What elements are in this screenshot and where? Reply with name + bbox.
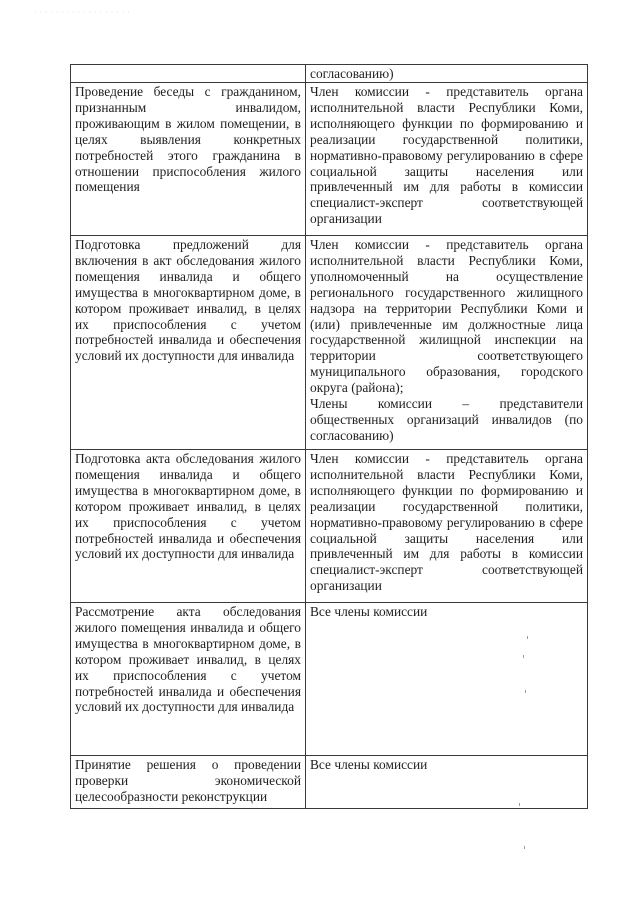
- responsible-cell: [306, 65, 588, 83]
- activity-cell: [71, 450, 306, 603]
- table-row: [71, 65, 588, 83]
- table-row: [71, 603, 588, 756]
- activity-cell: [71, 603, 306, 756]
- responsible-cell: [306, 236, 588, 450]
- scan-artifact: · · · · · · · · · · · · · · · · · ·: [34, 10, 131, 16]
- responsible-cell: [306, 603, 588, 756]
- responsible-extra-text: Члены комиссии – представители общественных организаций инвалидов (по согласованию): [310, 396, 583, 443]
- scan-speck: [524, 846, 525, 849]
- scan-speck: [523, 655, 524, 658]
- activity-text: Рассмотрение акта обследования жилого помещения инвалида и общего имущества в многоквартирном доме, в котором проживает инвалид, в целях их приспособления с учетом потребностей инвалида и обеспечения условий их доступности для инвалида: [75, 604, 301, 715]
- responsible-cell: [306, 83, 588, 236]
- table-row: [71, 83, 588, 236]
- responsible-text: Член комиссии - представитель органа исполнительной власти Республики Коми, исполняющего функции по формированию и реализации государственной политики, нормативно-правовому регулированию в сфере социальной защиты населения или привлеченный им для работы в комиссии специалист-эксперт соответствующей организации: [310, 451, 583, 594]
- responsible-text: Член комиссии - представитель органа исполнительной власти Республики Коми, уполномоченный на осуществление регионального государственного жилищного надзора на территории Республики Коми и (или) привлеченные им должностные лица государственной жилищной инспекции на территории соответствующего муниципального образования, городского округа (района);: [310, 237, 583, 396]
- activity-text: Подготовка акта обследования жилого помещения инвалида и общего имущества в многоквартирном доме, в котором проживает инвалид, в целях их приспособления с учетом потребностей инвалида и обеспечения условий их доступности для инвалида: [75, 451, 301, 562]
- responsible-text: Все члены комиссии: [310, 604, 428, 619]
- table-row: [71, 756, 588, 809]
- activity-text: Проведение беседы с гражданином, признанным инвалидом, проживающим в жилом помещении, в целях выявления конкретных потребностей этого гражданина в отношении приспособления жилого помещения: [75, 84, 301, 195]
- scan-speck: [527, 636, 528, 639]
- scan-speck: [519, 803, 520, 806]
- activity-text: Принятие решения о проведении проверки экономической целесообразности реконструкции: [75, 757, 301, 804]
- table-row: [71, 236, 588, 450]
- table-row: [71, 450, 588, 603]
- activity-cell: [71, 236, 306, 450]
- activity-text: Подготовка предложений для включения в акт обследования жилого помещения инвалида и общего имущества в многоквартирном доме, в котором проживает инвалид, в целях их приспособления с учетом потребностей инвалида и обеспечения условий их доступности для инвалида: [75, 237, 301, 364]
- responsible-text: Член комиссии - представитель органа исполнительной власти Республики Коми, исполняющего функции по формированию и реализации государственной политики, нормативно-правовому регулированию в сфере социальной защиты населения или привлеченный им для работы в комиссии специалист-эксперт соответствующей организации: [310, 84, 583, 227]
- responsible-cell: [306, 756, 588, 809]
- responsible-text: Все члены комиссии: [310, 757, 428, 772]
- responsible-text: согласованию): [310, 66, 394, 81]
- activity-cell: [71, 83, 306, 236]
- activity-cell: [71, 65, 306, 83]
- scan-speck: [525, 690, 526, 693]
- responsible-cell: [306, 450, 588, 603]
- commission-duties-table: [70, 64, 588, 809]
- activity-cell: [71, 756, 306, 809]
